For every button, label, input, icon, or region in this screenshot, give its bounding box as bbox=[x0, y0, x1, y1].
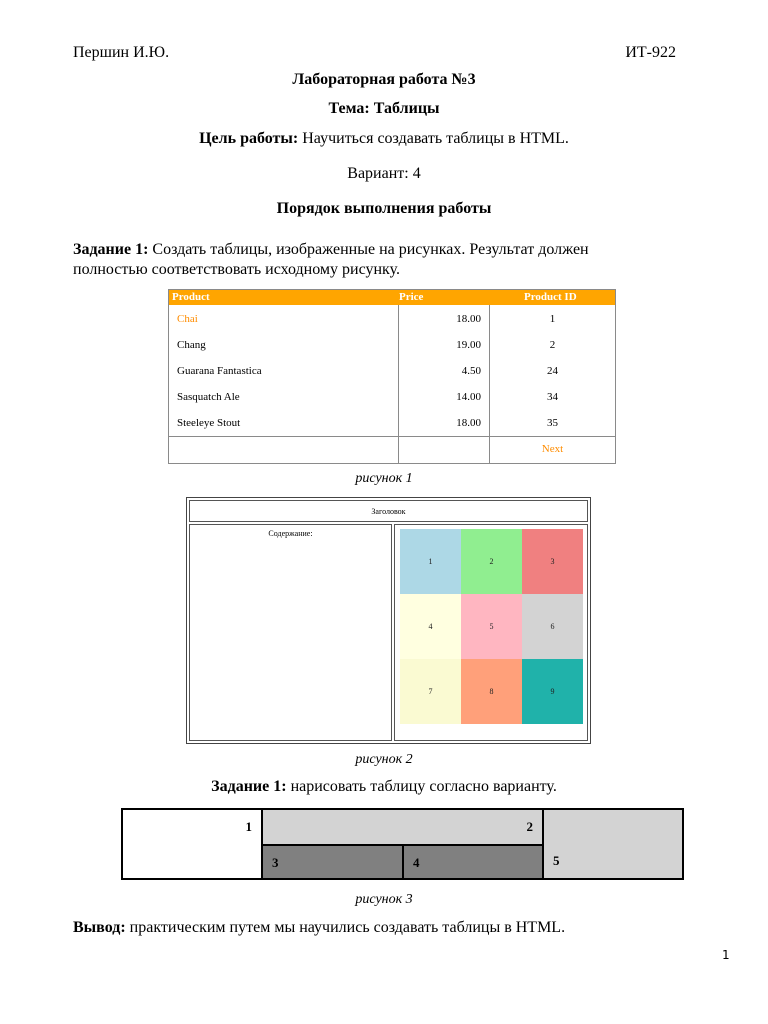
row1-product: Chai bbox=[177, 313, 198, 325]
figure3-caption: рисунок 3 bbox=[355, 892, 413, 907]
figure2-content-label: Содержание: bbox=[268, 529, 313, 538]
cell-5: 5 bbox=[544, 810, 682, 878]
conclusion-text: практическим путем мы научились создавать таблицы в HTML. bbox=[125, 919, 566, 936]
row2-id: 2 bbox=[549, 339, 556, 351]
grid-square-1: 1 bbox=[400, 529, 461, 594]
task1-text: Создать таблицы, изображенные на рисунках. Результат должен bbox=[148, 241, 589, 258]
row1-id: 1 bbox=[549, 313, 556, 325]
figure2-caption: рисунок 2 bbox=[355, 752, 413, 767]
column-divider bbox=[398, 305, 399, 463]
row4-price: 14.00 bbox=[456, 391, 481, 403]
next-link[interactable]: Next bbox=[541, 443, 564, 455]
figure2-content-cell bbox=[189, 524, 392, 741]
task2-label: Задание 1: bbox=[211, 778, 287, 795]
variant-line: Вариант: 4 bbox=[347, 165, 421, 182]
author-name: Першин И.Ю. bbox=[73, 44, 170, 61]
goal-label: Цель работы: bbox=[199, 130, 299, 147]
goal-line bbox=[0, 130, 768, 148]
row5-id: 35 bbox=[547, 417, 558, 429]
row3-price: 4.50 bbox=[461, 365, 481, 377]
row4-product: Sasquatch Ale bbox=[177, 391, 240, 403]
grid-square-7: 7 bbox=[400, 659, 461, 724]
cell-3: 3 bbox=[263, 844, 404, 878]
row2-price: 19.00 bbox=[456, 339, 481, 351]
grid-square-2: 2 bbox=[461, 529, 522, 594]
figure1-header-row bbox=[169, 290, 615, 305]
grid-square-8: 8 bbox=[461, 659, 522, 724]
procedure-heading: Порядок выполнения работы bbox=[276, 200, 492, 217]
column-divider bbox=[489, 305, 490, 463]
grid-square-4: 4 bbox=[400, 594, 461, 659]
figure2-grid-cell bbox=[394, 524, 588, 741]
grid-square-5: 5 bbox=[461, 594, 522, 659]
figure2-heading: Заголовок bbox=[371, 506, 406, 516]
row4-id: 34 bbox=[547, 391, 558, 403]
figure1-caption: рисунок 1 bbox=[355, 471, 413, 486]
row5-product: Steeleye Stout bbox=[177, 417, 241, 429]
row1-price: 18.00 bbox=[456, 313, 481, 325]
figure3-variant-table bbox=[121, 808, 684, 880]
task1-line2: полностью соответствовать исходному рисунку. bbox=[73, 261, 400, 278]
figure2-layout-table bbox=[186, 497, 591, 744]
grid-square-3: 3 bbox=[522, 529, 583, 594]
document-title: Лабораторная работа №3 bbox=[292, 71, 476, 88]
task2-text: нарисовать таблицу согласно варианту. bbox=[286, 778, 557, 795]
grid-square-9: 9 bbox=[522, 659, 583, 724]
row5-price: 18.00 bbox=[456, 417, 481, 429]
row3-product: Guarana Fantastica bbox=[177, 365, 262, 377]
goal-text: Научиться создавать таблицы в HTML. bbox=[298, 130, 569, 147]
figure1-products-table bbox=[168, 289, 616, 464]
cell-2: 2 bbox=[263, 810, 544, 844]
cell-4: 4 bbox=[404, 844, 544, 878]
task1-label: Задание 1: bbox=[73, 241, 149, 258]
conclusion-label: Вывод: bbox=[73, 919, 126, 936]
figure2-heading-cell bbox=[189, 500, 588, 522]
conclusion-line bbox=[73, 919, 565, 937]
header-price: Price bbox=[399, 291, 424, 303]
topic-heading: Тема: Таблицы bbox=[328, 100, 440, 117]
header-product: Product bbox=[172, 291, 210, 303]
task2-line bbox=[0, 778, 768, 796]
task1-line1 bbox=[73, 241, 589, 259]
row-divider bbox=[169, 436, 615, 437]
row2-product: Chang bbox=[177, 339, 206, 351]
group-code: ИТ-922 bbox=[625, 44, 676, 61]
grid-square-6: 6 bbox=[522, 594, 583, 659]
row3-id: 24 bbox=[547, 365, 558, 377]
cell-1: 1 bbox=[123, 810, 263, 878]
page-number: 1 bbox=[722, 948, 730, 962]
header-product-id: Product ID bbox=[524, 291, 577, 303]
